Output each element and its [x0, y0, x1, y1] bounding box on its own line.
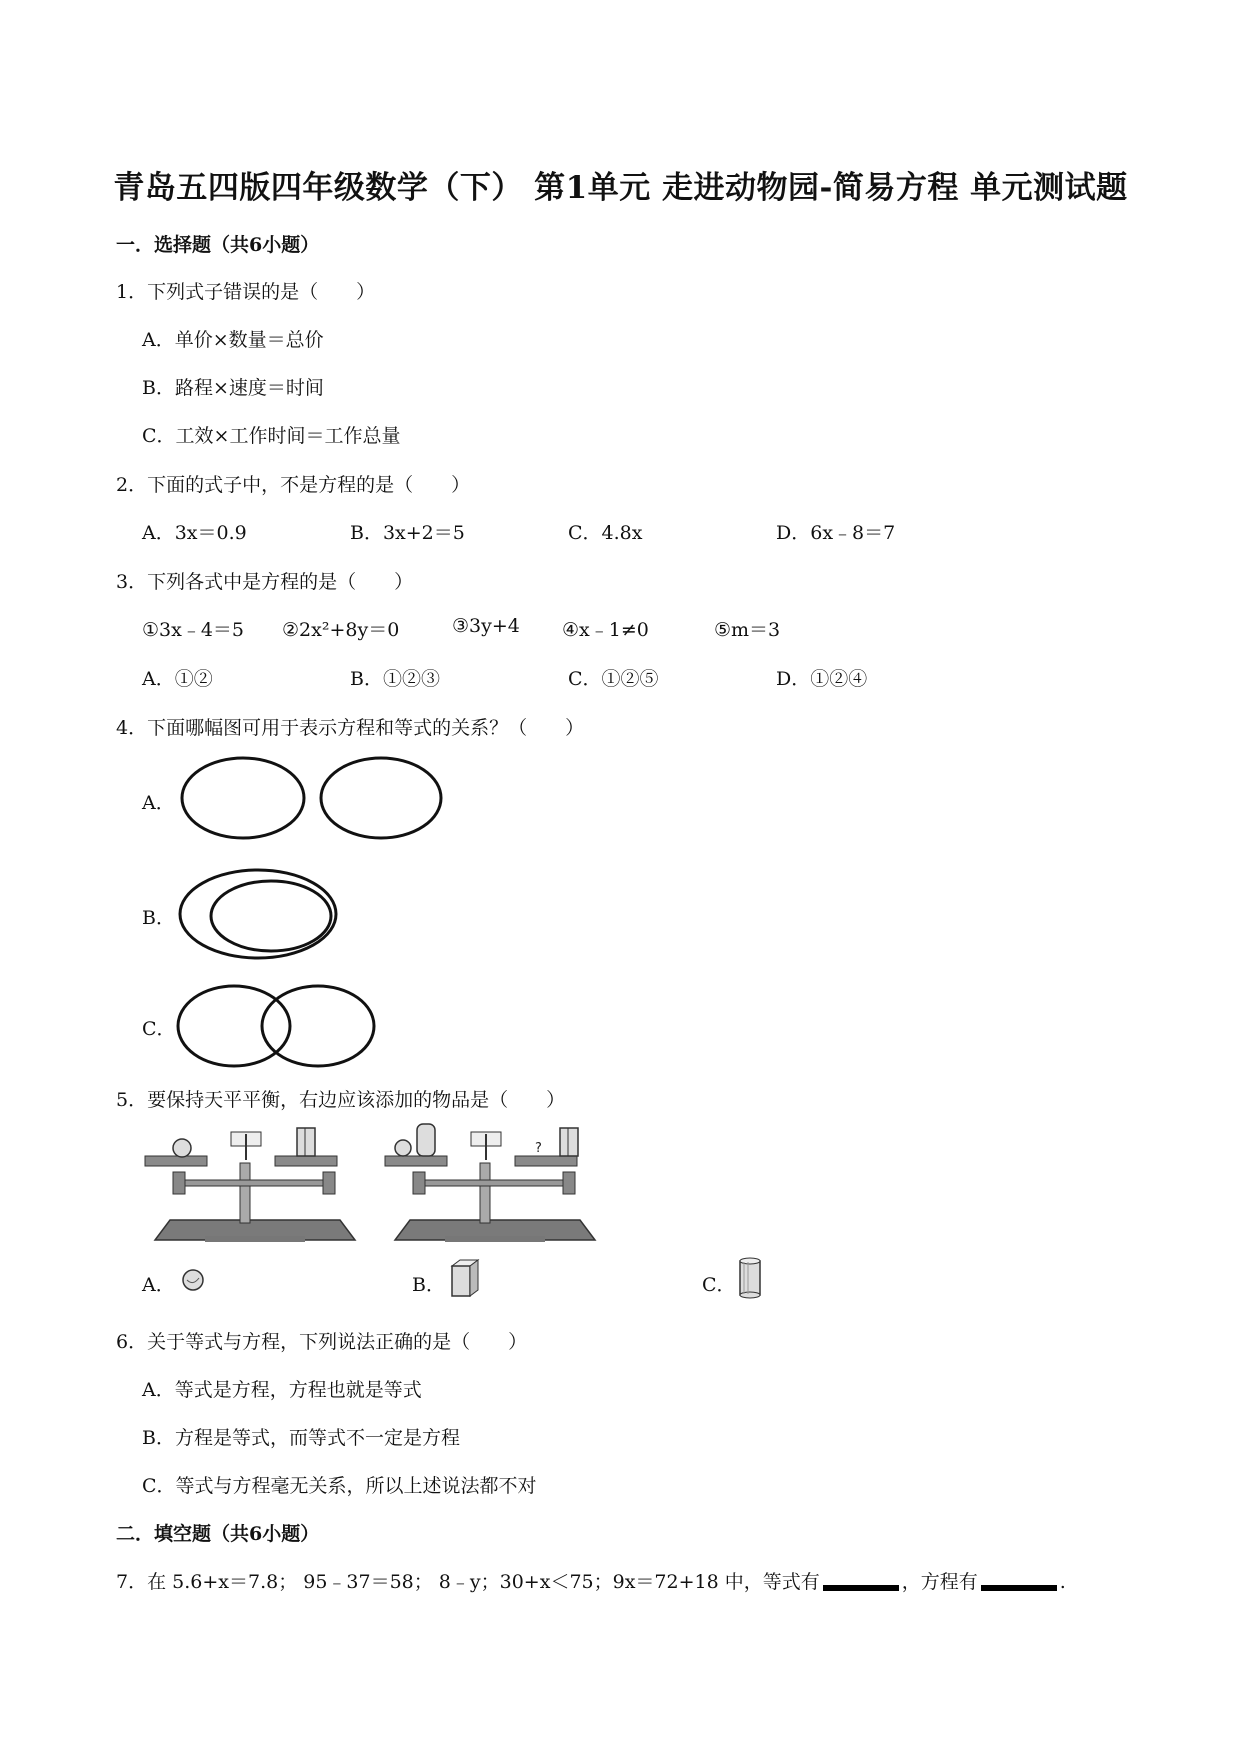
question-5-option-b: B． [412, 1274, 445, 1296]
question-7-stem: 7．在 5.6+x＝7.8； 95﹣37＝58； 8﹣y；30+x＜75；9x＝72+18 中，等式有 [116, 1571, 820, 1593]
diagram-nested-circles [176, 866, 356, 962]
question-3-option-c: C．①②⑤ [568, 668, 659, 690]
answer-blank-equalities[interactable] [823, 1585, 899, 1591]
question-7-end: . [1059, 1571, 1066, 1593]
question-6-option-a: A．等式是方程，方程也就是等式 [142, 1379, 422, 1401]
question-2-option-d: D．6x﹣8＝7 [776, 522, 896, 544]
question-1-option-b: B．路程×速度＝时间 [142, 377, 324, 399]
question-2-option-c: C．4.8x [568, 522, 643, 544]
question-7 [116, 1567, 1066, 1594]
question-3-item-5: ⑤m＝3 [714, 619, 781, 641]
question-mark: ? [535, 1141, 542, 1156]
question-4-option-b: B． [142, 907, 175, 929]
question-1-option-c: C．工效×工作时间＝工作总量 [142, 425, 401, 447]
question-4-stem: 4．下面哪幅图可用于表示方程和等式的关系？（ ） [116, 717, 585, 739]
cuboid-icon [448, 1258, 482, 1300]
question-3-item-4: ④x﹣1≠0 [562, 619, 649, 641]
question-1-stem: 1．下列式子错误的是（ ） [116, 281, 376, 303]
section-heading-choice: 一．选择题（共6小题） [116, 234, 320, 256]
question-6-option-c: C．等式与方程毫无关系，所以上述说法都不对 [142, 1475, 537, 1497]
sphere-icon [180, 1266, 208, 1294]
diagram-separate-circles [176, 750, 446, 846]
question-3-option-a: A．①② [142, 668, 213, 690]
question-5-option-c: C． [702, 1274, 736, 1296]
cylinder-icon [736, 1256, 766, 1302]
balance-scale-right [385, 1128, 605, 1248]
question-6-option-b: B．方程是等式，而等式不一定是方程 [142, 1427, 460, 1449]
question-2-option-a: A．3x＝0.9 [142, 522, 247, 544]
balance-scale-left [145, 1128, 365, 1248]
section-heading-fill-in: 二．填空题（共6小题） [116, 1523, 320, 1545]
question-5-option-a: A． [142, 1274, 175, 1296]
question-7-mid: ，方程有 [901, 1571, 978, 1593]
question-3-stem: 3．下列各式中是方程的是（ ） [116, 571, 414, 593]
question-3-option-b: B．①②③ [350, 668, 440, 690]
diagram-overlapping-circles [176, 982, 386, 1072]
question-2-stem: 2．下面的式子中，不是方程的是（ ） [116, 474, 471, 496]
answer-blank-equations[interactable] [981, 1585, 1057, 1591]
question-6-stem: 6．关于等式与方程，下列说法正确的是（ ） [116, 1331, 528, 1353]
question-3-item-3: ③3y+4 [452, 615, 520, 637]
question-1-option-a: A．单价×数量＝总价 [142, 329, 324, 351]
question-2-option-b: B．3x+2＝5 [350, 522, 465, 544]
question-3-item-2: ②2x²+8y＝0 [282, 619, 400, 641]
question-4-option-a: A． [142, 792, 175, 814]
question-5-stem: 5．要保持天平平衡，右边应该添加的物品是（ ） [116, 1089, 566, 1111]
page-title: 青岛五四版四年级数学（下） 第1单元 走进动物园-简易方程 单元测试题 [113, 170, 1128, 206]
question-3-option-d: D．①②④ [776, 668, 868, 690]
question-4-option-c: C． [142, 1018, 176, 1040]
question-3-item-1: ①3x﹣4＝5 [142, 619, 245, 641]
